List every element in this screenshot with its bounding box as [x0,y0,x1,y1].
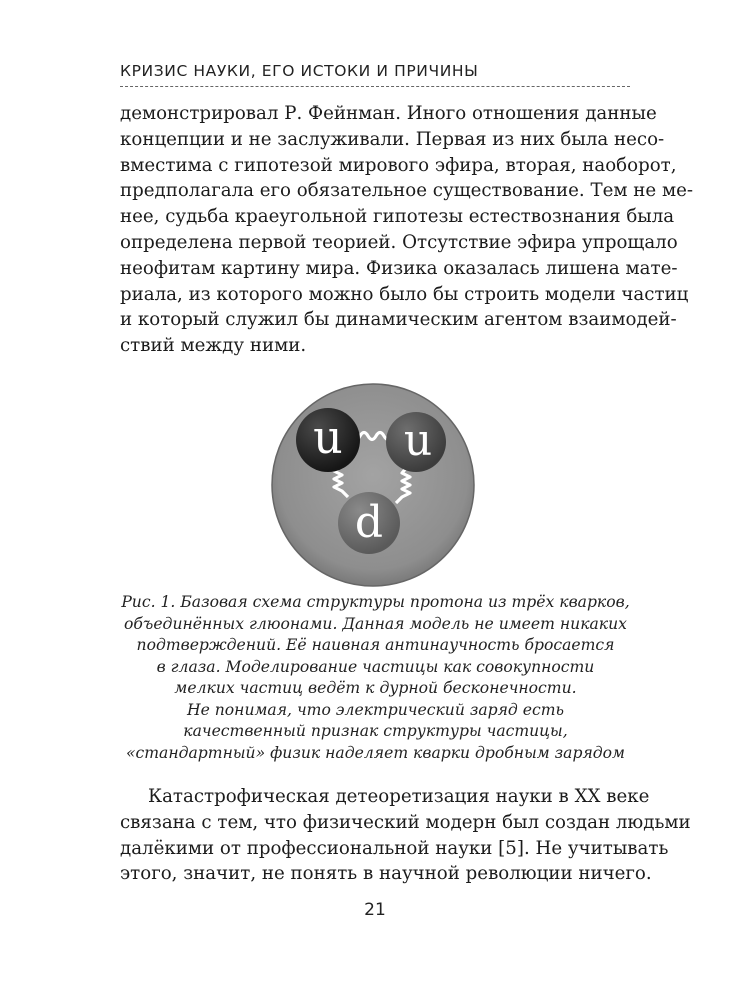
quark-u1-label: u [313,410,343,464]
paragraph-1-line: и который служил бы динамическим агентом взаимодей- [120,309,677,331]
proton-circle [272,384,474,586]
paragraph-1-line: нее, судьба краеугольной гипотезы естествознания была [120,206,675,228]
figure-caption [120,592,631,764]
caption-line: качественный признак структуры частицы, [183,722,568,740]
running-header: КРИЗИС НАУКИ, ЕГО ИСТОКИ И ПРИЧИНЫ [120,62,479,80]
paragraph-2-line: далёкими от профессиональной науки [5]. Не учитывать [120,837,669,859]
proton-quark-diagram [268,380,478,590]
paragraph-2-line: связана с тем, что физический модерн был создан людьми [120,811,691,833]
caption-line: «стандартный» физик наделяет кварки дробным зарядом [126,743,625,762]
quark-u2-label: u [403,415,433,466]
quark-d-label: d [354,497,384,548]
paragraph-2 [120,784,691,887]
paragraph-1-line: риала, из которого можно было бы строить модели частиц [120,283,689,305]
paragraph-2-line: этого, значит, не понять в научной революции ничего. [120,863,652,885]
paragraph-1-line: неофитам картину мира. Физика оказалась лишена мате- [120,257,678,279]
caption-line: объединённых глюонами. Данная модель не имеет никаких [124,614,627,633]
caption-line: подтверждений. Её наивная антинаучность бросается [136,636,615,654]
caption-line: Не понимая, что электрический заряд есть [186,700,565,719]
paragraph-1 [120,101,693,359]
paragraph-1-line: определена первой теорией. Отсутствие эфира упрощало [120,231,678,253]
paragraph-1-line: предполагала его обязательное существование. Тем не ме- [120,180,693,202]
page-number: 21 [364,900,386,920]
paragraph-1-line: вместима с гипотезой мирового эфира, вторая, наоборот, [120,154,677,176]
caption-line: Рис. 1. Базовая схема структуры протона из трёх кварков, [121,593,630,611]
paragraph-1-line: концепции и не заслуживали. Первая из них была несо- [120,128,665,150]
header-divider [120,86,630,87]
paragraph-1-line: ствий между ними. [120,335,307,357]
paragraph-2-line: Катастрофическая детеоретизация науки в XX веке [148,786,650,807]
paragraph-1-line: демонстрировал Р. Фейнман. Иного отношения данные [120,103,657,124]
caption-line: в глаза. Моделирование частицы как совокупности [156,657,595,676]
caption-line: мелких частиц ведёт к дурной бесконечности. [174,679,577,697]
